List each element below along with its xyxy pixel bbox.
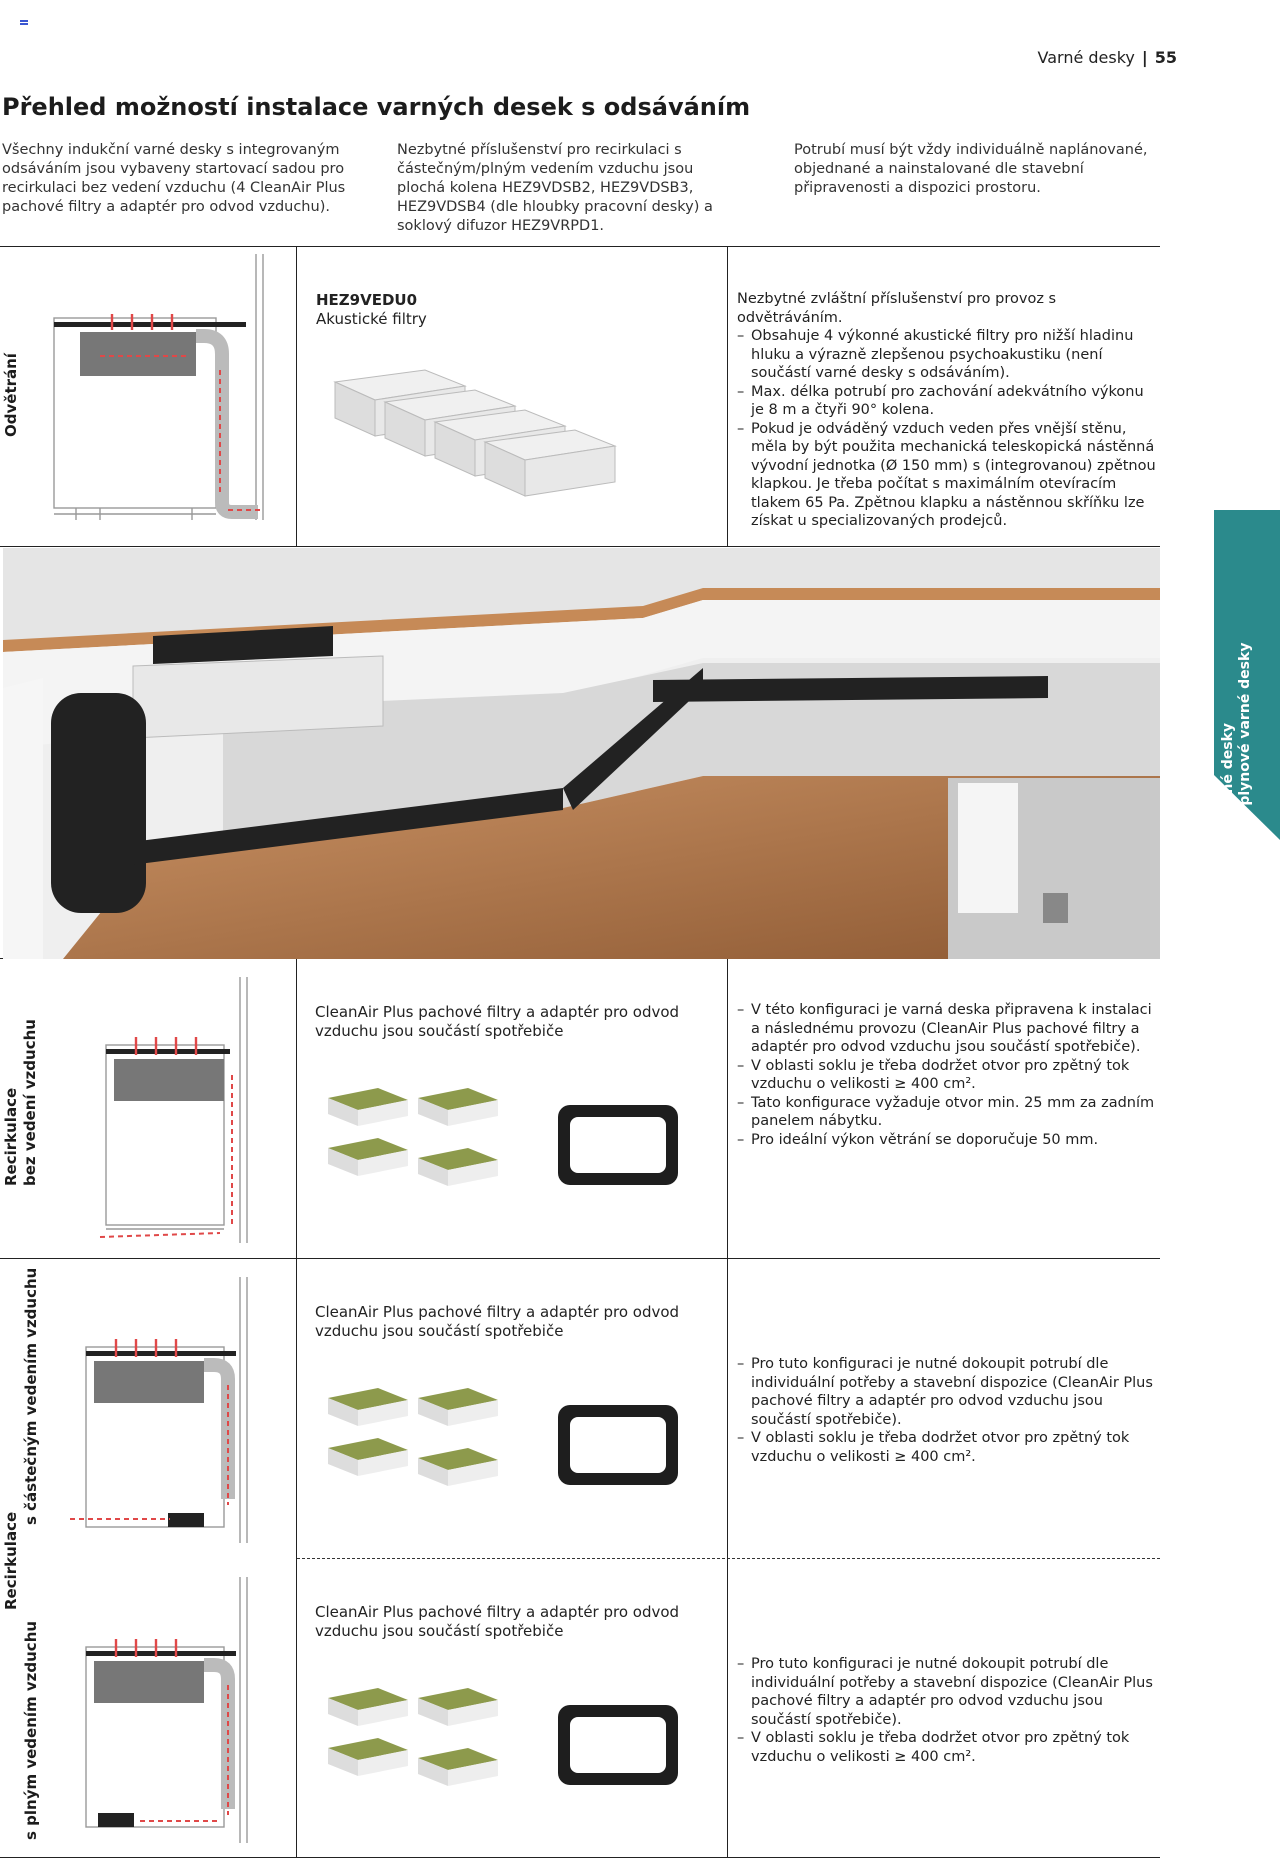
list-item: – V oblasti soklu je třeba dodržet otvor pro zpětný tok vzduchu o velikosti ≥ 400 cm². (737, 1429, 1157, 1466)
column-divider (727, 246, 728, 546)
recirc-full-notes (737, 1655, 1157, 1766)
page-number: 55 (1154, 48, 1177, 67)
row-label-recirc-group: Recirkulace (2, 1511, 20, 1610)
ventilation-product (316, 291, 427, 329)
ventilation-notes (737, 290, 1157, 531)
row-label-line2: bez vedení vzduchu (21, 1019, 39, 1186)
product-name: Akustické filtry (316, 310, 427, 328)
intro-column-1: Všechny indukční varné desky s integrovaným odsáváním jsou vybaveny startovací sadou pro recirkulaci bez vedení vzduchu (4 CleanAir Plus pachové filtry a adaptér pro odvod vzduchu). (2, 142, 346, 215)
recirc-no-duct-diagram (70, 975, 270, 1245)
cleanair-filters-image (318, 1680, 698, 1810)
menu-icon[interactable] (20, 20, 28, 27)
intro-column-2: Nezbytné příslušenství pro recirkulaci s částečným/plným vedením vzduchu jsou plochá kolena HEZ9VDSB2, HEZ9VDSB3, HEZ9VDSB4 (dle hloubky pracovní desky) a soklový difuzor HEZ9VRPD1. (397, 142, 713, 234)
row-label-recirc-no-duct (2, 1019, 40, 1186)
cleanair-filters-image (318, 1080, 698, 1210)
section-name: Varné desky (1037, 48, 1135, 67)
recirc-full-product: CleanAir Plus pachové filtry a adaptér pro odvod vzduchu jsou součástí spotřebiče (315, 1603, 680, 1640)
recirc-full-diagram (70, 1575, 270, 1845)
list-item: – V oblasti soklu je třeba dodržet otvor pro zpětný tok vzduchu o velikosti ≥ 400 cm². (737, 1729, 1157, 1766)
list-item: – Pro tuto konfiguraci je nutné dokoupit potrubí dle individuální potřeby a stavební dispozice (CleanAir Plus pachové filtry a adaptér pro odvod vzduchu jsou součástí spotřebiče). (737, 1355, 1157, 1429)
cleanair-filters-image (318, 1380, 698, 1510)
table-divider (0, 1258, 1160, 1259)
recirc-no-duct-product: CleanAir Plus pachové filtry a adaptér pro odvod vzduchu jsou součástí spotřebiče (315, 1003, 680, 1040)
row-label-recirc-partial: s částečným vedením vzduchu (22, 1267, 40, 1525)
column-divider (296, 246, 297, 546)
list-item: – V této konfiguraci je varná deska připravena k instalaci a následnému provozu (CleanAir Plus pachové filtry a adaptér pro odvod vzduchu jsou součástí spotřebiče). (737, 1001, 1157, 1057)
row-label-line1: Recirkulace (2, 1087, 20, 1186)
chapter-tab[interactable] (1214, 510, 1280, 840)
list-item: – Tato konfigurace vyžaduje otvor min. 25 mm za zadním panelem nábytku. (737, 1094, 1157, 1131)
row-label-ventilation: Odvětrání (2, 353, 20, 437)
notes-heading: Nezbytné zvláštní příslušenství pro provoz s odvětráváním. (737, 291, 1057, 326)
header-separator: | (1141, 48, 1148, 67)
chapter-tab-line2: a plynové varné desky (1237, 642, 1253, 820)
list-item: – Pro ideální výkon větrání se doporučuje 50 mm. (737, 1131, 1157, 1150)
kitchen-installation-photo (3, 548, 1160, 959)
table-divider (0, 1857, 1160, 1858)
row-label-recirc-full: s plným vedením vzduchu (22, 1620, 40, 1840)
ventilation-diagram (40, 252, 280, 522)
chapter-tab-line1: Varné desky (1220, 722, 1236, 820)
list-item: – V oblasti soklu je třeba dodržet otvor pro zpětný tok vzduchu o velikosti ≥ 400 cm². (737, 1057, 1157, 1094)
dashed-divider (297, 1558, 1160, 1559)
list-item: – Obsahuje 4 výkonné akustické filtry pro nižší hladinu hluku a výrazně zlepšenou psychoakustiku (není součástí varné desky s odsáváním). (737, 327, 1157, 383)
table-divider (0, 246, 1160, 247)
recirc-no-duct-notes (737, 1001, 1157, 1149)
recirc-partial-notes (737, 1355, 1157, 1466)
page-header (1038, 48, 1177, 67)
list-item: – Max. délka potrubí pro zachování adekvátního výkonu je 8 m a čtyři 90° kolena. (737, 383, 1157, 420)
chapter-tab-label (1220, 643, 1254, 820)
table-divider (0, 546, 1160, 547)
list-item: – Pokud je odváděný vzduch veden přes vnější stěnu, měla by být použita mechanická teleskopická nástěnná vývodní jednotka (Ø 150 mm) s (integrovanou) zpětnou klapkou. Je třeba počítat s maximálním otevíracím tlakem 65 Pa. Zpětnou klapku a nástěnnou skříňku lze získat u specializovaných prodejců. (737, 420, 1157, 531)
column-divider (296, 958, 297, 1858)
page-title: Přehled možností instalace varných desek s odsáváním (2, 93, 751, 121)
acoustic-filters-image (325, 362, 625, 512)
recirc-partial-diagram (70, 1275, 270, 1545)
list-item: – Pro tuto konfiguraci je nutné dokoupit potrubí dle individuální potřeby a stavební dispozice (CleanAir Plus pachové filtry a adaptér pro odvod vzduchu jsou součástí spotřebiče). (737, 1655, 1157, 1729)
product-code: HEZ9VEDU0 (316, 291, 418, 309)
column-divider (727, 958, 728, 1858)
recirc-partial-product: CleanAir Plus pachové filtry a adaptér pro odvod vzduchu jsou součástí spotřebiče (315, 1303, 680, 1340)
intro-column-3: Potrubí musí být vždy individuálně naplánované, objednané a nainstalované dle stavební připravenosti a dispozici prostoru. (794, 142, 1148, 196)
